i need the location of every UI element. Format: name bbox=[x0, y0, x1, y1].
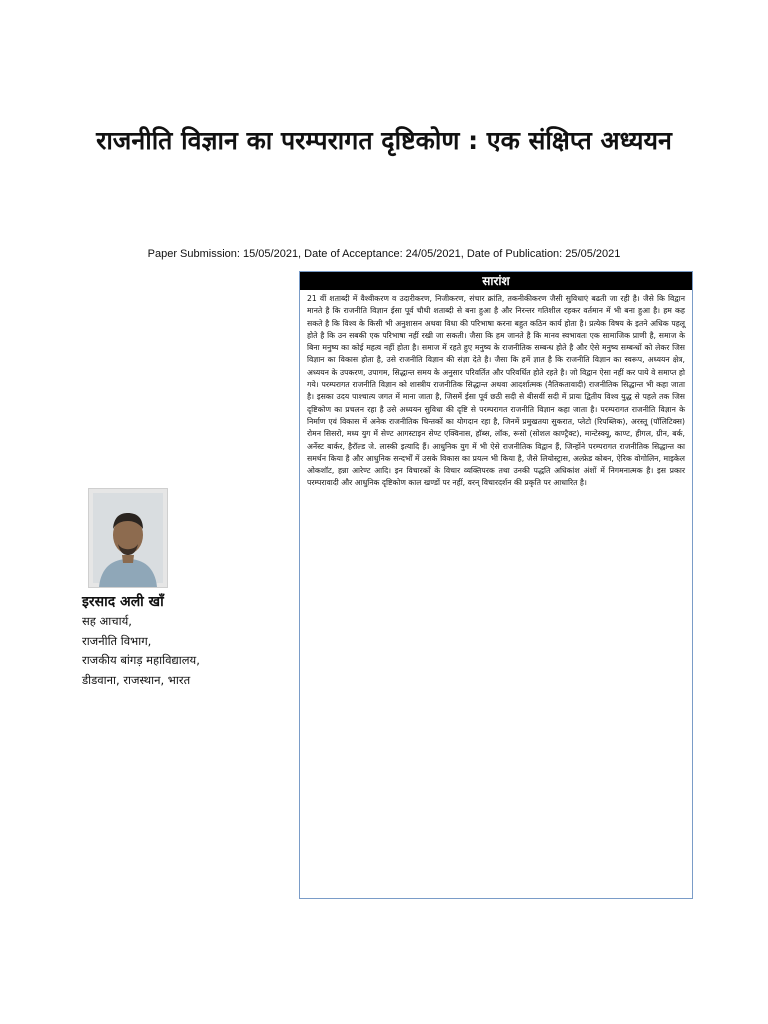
affiliation-line: डीडवाना, राजस्थान, भारत bbox=[82, 672, 191, 687]
author-photo-drawing bbox=[89, 489, 167, 587]
abstract-heading: सारांश bbox=[300, 272, 692, 290]
publication-dates: Paper Submission: 15/05/2021, Date of Acceptance: 24/05/2021, Date of Publication: 25/05/2021 bbox=[147, 248, 621, 260]
affiliation-line: राजकीय बांगड़ महाविद्यालय, bbox=[82, 653, 200, 667]
affiliation-line: राजनीति विभाग, bbox=[82, 633, 152, 648]
author-photo-icon bbox=[88, 488, 168, 588]
abstract-box bbox=[299, 271, 693, 899]
author-affiliation bbox=[82, 612, 200, 690]
affiliation-line: सह आचार्य, bbox=[82, 614, 132, 628]
author-name: इरसाद अली खाँ bbox=[82, 594, 164, 610]
abstract-paragraph: 21 वीं शताब्दी में वैश्वीकरण व उदारीकरण, निजीकरण, संचार क्रांति, तकनीकीकरण जैसी सुविधाएं बढती जा रही है। जैसे कि विद्वान मानते है कि राजनीति विज्ञान ईसा पूर्व चौथी शताब्दी से बना हुआ है और निरन्तर गतिशील रहकर वर्तमान में भी बना हुआ है। हम कह सकते है कि विश्व के किसी भी अनुशासन अथवा विधा की परिभाषा करना बहुत कठिन कार्य होता है। प्रत्येक विषय के इतने अधिक पहलू होते है कि उन सबकी एक परिभाषा नहीं रखी जा सकती। जैसा कि हम जानते है कि मानव स्वभावतः एक सामाजिक प्राणी है, समाज के बिना मनुष्य का कोई महत्व नहीं होता है। समाज में रहते हुए मनुष्य के राजनीतिक सम्बन्ध होते है और ऐसे मनुष्य सम्बन्धों को लेकर जिस विज्ञान का विकास होता है, उसे राजनीति विज्ञान की संज्ञा देते है। जैसा कि हमें ज्ञात है कि राजनीति विज्ञान का स्वरूप, अध्ययन क्षेत्र, अध्ययन के उपकरण, उपागम, सिद्धान्त समय के अनुसार परिवर्तित और परिवर्धित होते रहते है। जो विद्वान ऐसा नहीं कर पाये वे समाप्त हो गये। परम्परागत राजनीति विज्ञान को शास्त्रीय राजनीतिक सिद्धान्त अथवा आदर्शात्मक (नैतिकतावादी) राजनीतिक सिद्धान्त भी कहा जाता है। इसका उदय पाश्चात्य जगत में माना जाता है, जिसमें ईसा पूर्व छठी सदी से बीसवीं सदी में प्रायः द्वितीय विश्व युद्ध से पहले तक जिस दृष्टिकोण का प्रचलन रहा है उसे अध्ययन सुविधा की दृष्टि से परम्परागत राजनीति विज्ञान कहा जाता है। परम्परागत राजनीति विज्ञान के निर्माण एवं विकास में अनेक राजनीतिक चिन्तकों का योगदान रहा है, जिनमें प्रमुखतया सुकरात, प्लेटो (रिपब्लिक), अरस्तू (पॉलिटिक्स) रोमन सिसरो, मध्य युग में सेण्ट आगस्टाइन सेण्ट एक्विनास, हॉब्स, लॉक, रूसो (सोशल काण्ट्रैक्ट), मान्टेस्क्यू, काण्ट, हीगल, ग्रीन, बर्क, अर्नेस्ट बार्कर, हैरॉल्ड जे. लास्की इत्यादि हैं। आधुनिक युग में भी ऐसे राजनीतिक विद्वान हैं, जिन्होंने परम्परागत राजनीतिक सिद्धान्त का समर्थन किया है और आधुनिक सन्दर्भों में उसके विकास का प्रयत्न भी किया है, जैसे लियोस्ट्रास, अल्फ्रेड कोबन, ऐरिक वोगोलिन, माइकेल ओकशॉट, हन्ना आरेण्ट आदि। इन विचारकों के विचार व्यक्तिपरक तथा उनकी पद्धति अधिकांश अंशों में निगमनात्मक है। इस प्रकार परम्परावादी और आधुनिक दृष्टिकोण काल खण्डों पर नहीं, वरन् विचारदर्शन की प्रकृति पर आधारित है। bbox=[307, 294, 685, 488]
abstract-body bbox=[300, 290, 692, 490]
paper-title: राजनीति विज्ञान का परम्परागत दृष्टिकोण : एक संक्षिप्त अध्ययन bbox=[96, 126, 672, 155]
